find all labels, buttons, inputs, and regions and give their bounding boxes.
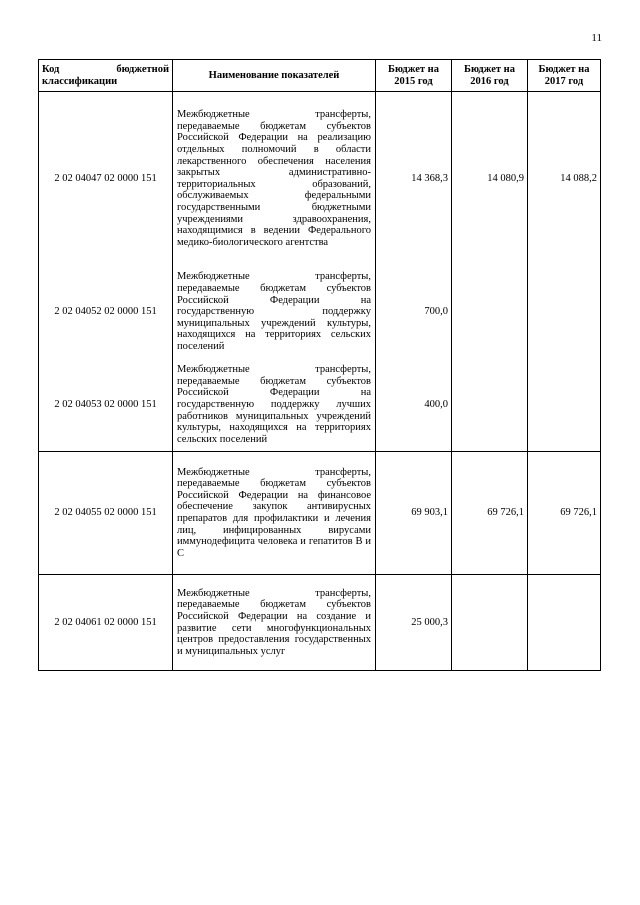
- row-budget-2016: [452, 266, 528, 359]
- row-budget-2016: 14 080,9: [452, 92, 528, 266]
- table-row: [39, 92, 601, 266]
- row-budget-2015: 700,0: [376, 266, 452, 359]
- row-budget-2016: 69 726,1: [452, 452, 528, 575]
- budget-table: [38, 59, 601, 671]
- row-code: 2 02 04047 02 0000 151: [39, 92, 173, 266]
- row-budget-2017: 14 088,2: [528, 92, 601, 266]
- row-budget-2016: [452, 359, 528, 452]
- table-row: [39, 575, 601, 671]
- page-number: 11: [591, 32, 602, 44]
- row-budget-2015: 14 368,3: [376, 92, 452, 266]
- row-budget-2015: 69 903,1: [376, 452, 452, 575]
- table-row: [39, 359, 601, 452]
- row-budget-2017: 69 726,1: [528, 452, 601, 575]
- header-code: Код бюджетной классификации: [39, 60, 173, 92]
- row-code: 2 02 04053 02 0000 151: [39, 359, 173, 452]
- row-name: Межбюджетные трансферты, передаваемые бюджетам субъектов Российской Федерации на государственную поддержку лучших работников муниципальных учреждений культуры, находящихся на территориях сельских поселений: [173, 359, 376, 452]
- row-name: Межбюджетные трансферты, передаваемые бюджетам субъектов Российской Федерации на финансовое обеспечение закупок антивирусных препаратов для профилактики и лечения лиц, инфицированных вирусами иммунодефицита человека и гепатитов B и C: [173, 452, 376, 575]
- header-budget-2016: Бюджет на 2016 год: [452, 60, 528, 92]
- row-budget-2016: [452, 575, 528, 671]
- row-code: 2 02 04052 02 0000 151: [39, 266, 173, 359]
- row-code: 2 02 04055 02 0000 151: [39, 452, 173, 575]
- row-budget-2017: [528, 575, 601, 671]
- table-row: [39, 266, 601, 359]
- row-name: Межбюджетные трансферты, передаваемые бюджетам субъектов Российской Федерации на создание и развитие сети многофункциональных центров предоставления государственных и муниципальных услуг: [173, 575, 376, 671]
- row-budget-2017: [528, 266, 601, 359]
- row-budget-2017: [528, 359, 601, 452]
- table-row: [39, 452, 601, 575]
- header-row: [39, 60, 601, 92]
- row-name: Межбюджетные трансферты, передаваемые бюджетам субъектов Российской Федерации на государственную поддержку муниципальных учреждений культуры, находящихся на территориях сельских поселений: [173, 266, 376, 359]
- row-budget-2015: 400,0: [376, 359, 452, 452]
- header-name: Наименование показателей: [173, 60, 376, 92]
- header-budget-2015: Бюджет на 2015 год: [376, 60, 452, 92]
- table-header: [39, 60, 601, 92]
- row-budget-2015: 25 000,3: [376, 575, 452, 671]
- row-name: Межбюджетные трансферты, передаваемые бюджетам субъектов Российской Федерации на реализацию отдельных полномочий в области лекарственного обеспечения населения закрытых административно-территориальных образований, обслуживаемых федеральными государственными бюджетными учреждениями здравоохранения, находящимися в ведении Федерального медико-биологического агентства: [173, 92, 376, 266]
- table-body: [39, 92, 601, 671]
- header-budget-2017: Бюджет на 2017 год: [528, 60, 601, 92]
- row-code: 2 02 04061 02 0000 151: [39, 575, 173, 671]
